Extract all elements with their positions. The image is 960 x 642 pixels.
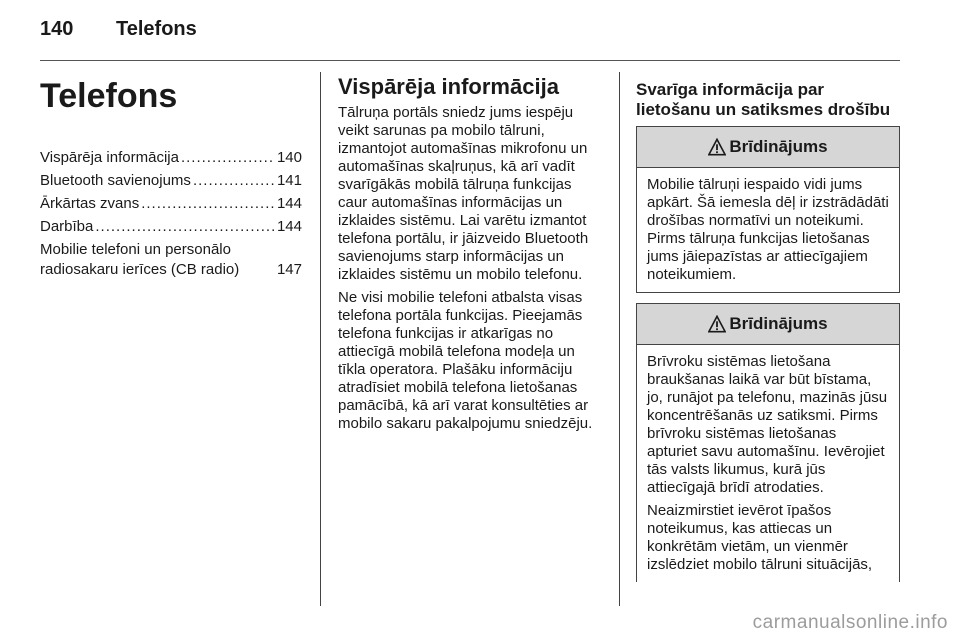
paragraph: Neaizmirstiet ievērot īpašos noteikumus, kas attiecas un konkrētām vietām, un vienmēr izslēdziet mobilo tālruni situācijās, (647, 502, 873, 573)
paragraph: Brīvroku sistēmas lietošana braukšanas laikā var būt bīstama, jo, runājot pa telefonu, mazinās jūsu koncentrēšanās uz satiksmi. Pirms brīvroku sistēmas lietošanas apturiet savu automašīnu. Ievērojiet tās valsts likumus, kurā jūs attiecīgajā brīdī atrodaties. (647, 353, 888, 496)
toc-item[interactable]: Vispārēja informācija ..... 140 (40, 148, 302, 168)
toc-item[interactable]: Ārkārtas zvans ..... 144 (40, 194, 302, 214)
section-title: Vispārēja informācija (338, 74, 559, 99)
column-divider-1 (320, 72, 321, 606)
warning-body (637, 345, 899, 582)
warning-triangle-icon (708, 138, 726, 156)
warning-box (636, 303, 900, 582)
watermark: carmanualsonline.info (752, 612, 948, 633)
chapter-title: Telefons (40, 77, 178, 115)
toc-item[interactable]: Mobilie telefoni un personālo radiosakaru ierīces (CB radio) 147 (40, 241, 302, 278)
warning-label: Brīdinājums (729, 137, 828, 156)
paragraph: Tālruņa portāls sniedz jums iespēju veikt sarunas pa mobilo tālruni, izmantojot automašīnas mikrofonu un automašīnas skaļruņus, kā arī vadīt svarīgākās mobilā tālruņa funkcijas caur automašīnas informācijas un izklaides sistēmu. Lai varētu izmantot telefona portālu, ir jāizveido Bluetooth savienojums starp informācijas un izklaides sistēmu un mobilo telefonu. (338, 104, 589, 283)
toc-item[interactable]: Bluetooth savienojums ..... 141 (40, 171, 302, 191)
warning-body (637, 168, 899, 292)
warning-header (637, 304, 899, 345)
header-rule (40, 60, 900, 61)
warning-box (636, 126, 900, 293)
paragraph: Mobilie tālruņi iespaido vidi jums apkārt. Šā iemesla dēļ ir izstrādādāti drošības normatīvi un noteikumi. Pirms tālruņa funkcijas lietošanas jums jāiepazīstas ar attiecīgajiem noteikumiem. (647, 176, 889, 283)
safety-section (636, 80, 900, 582)
warning-header (637, 127, 899, 168)
page-number: 140 (40, 18, 74, 40)
toc-item[interactable]: Darbība ..... 144 (40, 217, 302, 237)
paragraph: Ne visi mobilie telefoni atbalsta visas telefona portāla funkcijas. Pieejamās telefona funkcijas ir atkarīgas no attiecīgā mobilā telefona modeļa un tīkla operatora. Plašāku informāciju atradīsiet mobilā telefona lietošanas pamācībā, kā arī varat konsultēties ar mobilo sakaru pakalpojumu sniedzēju. (338, 289, 593, 432)
header-chapter: Telefons (116, 18, 197, 40)
warning-triangle-icon (708, 315, 726, 333)
page-header (40, 18, 197, 41)
warning-label: Brīdinājums (729, 314, 828, 333)
general-info-section (338, 74, 604, 438)
subsection-title: Svarīga informācija par lietošanu un satiksmes drošību (636, 80, 891, 119)
toc-column (40, 76, 302, 283)
column-divider-2 (619, 72, 620, 606)
